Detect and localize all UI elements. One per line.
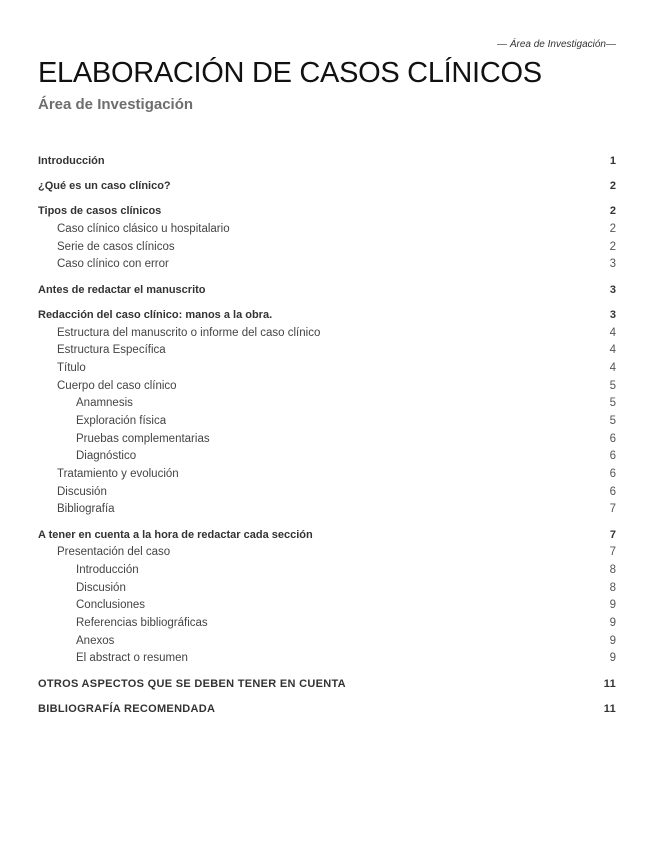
toc-entry-page-number: 3 <box>609 258 616 271</box>
running-header: — Área de Investigación— <box>497 39 616 50</box>
toc-entry-label: Discusión <box>57 485 107 498</box>
toc-entry-label: El abstract o resumen <box>76 652 188 665</box>
toc-entry-label: Caso clínico con error <box>57 258 169 271</box>
toc-entry-page-number: 4 <box>609 361 616 374</box>
toc-entry-page-number: 5 <box>609 397 616 410</box>
toc-entry-page-number: 9 <box>609 634 616 647</box>
toc-entry-page-number: 9 <box>609 599 616 612</box>
toc-entry[interactable] <box>38 325 616 343</box>
toc-entry-page-number: 3 <box>609 308 616 321</box>
toc-entry-page-number: 6 <box>609 432 616 445</box>
toc-entry-label: Estructura del manuscrito o informe del caso clínico <box>57 326 321 339</box>
toc-entry-label: Anexos <box>76 634 115 647</box>
toc-entry-label: Título <box>57 361 86 374</box>
toc-entry[interactable] <box>38 307 616 325</box>
toc-entry-label: ¿Qué es un caso clínico? <box>38 180 171 193</box>
toc-entry-page-number: 2 <box>609 223 616 236</box>
toc-entry-label: Anamnesis <box>76 397 133 410</box>
toc-entry-page-number: 4 <box>609 344 616 357</box>
toc-entry-page-number: 8 <box>609 563 616 576</box>
toc-entry[interactable] <box>38 239 616 257</box>
toc-entry-label: BIBLIOGRAFÍA RECOMENDADA <box>38 702 216 715</box>
toc-entry[interactable] <box>38 395 616 413</box>
toc-entry-label: Conclusiones <box>76 599 146 612</box>
toc-entry[interactable] <box>38 378 616 396</box>
toc-entry-label: Exploración física <box>76 414 167 427</box>
toc-entry[interactable] <box>38 562 616 580</box>
toc-entry-label: Redacción del caso clínico: manos a la obra. <box>38 308 273 321</box>
toc-entry[interactable] <box>38 448 616 466</box>
toc-entry[interactable] <box>38 633 616 651</box>
toc-entry-page-number: 1 <box>609 155 616 167</box>
toc-entry-page-number: 2 <box>609 205 616 218</box>
toc-entry-label: Bibliografía <box>57 503 115 516</box>
toc-entry-label: Tratamiento y evolución <box>57 468 179 480</box>
toc-entry-page-number: 5 <box>609 379 616 392</box>
toc-entry-label: Discusión <box>76 581 126 594</box>
toc-entry-label: Tipos de casos clínicos <box>38 205 162 218</box>
toc-entry-label: Caso clínico clásico u hospitalario <box>57 223 230 236</box>
toc-entry[interactable] <box>38 701 616 719</box>
toc-entry[interactable] <box>38 360 616 378</box>
toc-entry-page-number: 6 <box>609 485 616 498</box>
toc-entry[interactable] <box>38 615 616 633</box>
toc-entry[interactable] <box>38 203 616 221</box>
table-of-contents <box>38 153 616 718</box>
toc-entry[interactable] <box>38 342 616 360</box>
toc-entry-label: Estructura Específica <box>57 344 166 357</box>
toc-entry[interactable] <box>38 484 616 502</box>
toc-entry-page-number: 11 <box>603 677 616 690</box>
toc-entry-label: Serie de casos clínicos <box>57 240 175 253</box>
toc-entry-page-number: 7 <box>609 503 616 516</box>
toc-entry-page-number: 7 <box>609 546 616 559</box>
toc-entry[interactable] <box>38 650 616 668</box>
toc-entry-page-number: 9 <box>609 652 616 665</box>
toc-entry[interactable] <box>38 256 616 274</box>
toc-entry[interactable] <box>38 413 616 431</box>
toc-entry[interactable] <box>38 544 616 562</box>
toc-entry-label: Antes de redactar el manuscrito <box>38 283 206 296</box>
toc-entry-page-number: 9 <box>609 617 616 629</box>
toc-entry[interactable] <box>38 153 616 171</box>
toc-entry[interactable] <box>38 501 616 519</box>
toc-entry-label: Referencias bibliográficas <box>76 617 208 629</box>
toc-entry-page-number: 2 <box>609 180 616 193</box>
toc-entry[interactable] <box>38 431 616 449</box>
toc-entry-page-number: 6 <box>609 450 616 463</box>
toc-entry[interactable] <box>38 676 616 694</box>
toc-entry-label: Pruebas complementarias <box>76 432 210 445</box>
toc-entry-page-number: 11 <box>603 702 616 715</box>
toc-entry-page-number: 7 <box>609 528 616 541</box>
toc-entry-label: Introducción <box>38 155 105 167</box>
toc-entry[interactable] <box>38 597 616 615</box>
toc-entry[interactable] <box>38 221 616 239</box>
toc-entry-page-number: 2 <box>609 240 616 253</box>
toc-entry-label: Diagnóstico <box>76 450 137 463</box>
toc-entry[interactable] <box>38 466 616 484</box>
toc-entry[interactable] <box>38 178 616 196</box>
toc-entry-label: Introducción <box>76 563 139 576</box>
toc-entry[interactable] <box>38 282 616 300</box>
toc-entry-page-number: 3 <box>609 283 616 296</box>
toc-entry[interactable] <box>38 580 616 598</box>
document-subtitle: Área de Investigación <box>38 96 194 113</box>
toc-entry-label: OTROS ASPECTOS QUE SE DEBEN TENER EN CUENTA <box>38 677 346 690</box>
toc-entry-label: A tener en cuenta a la hora de redactar cada sección <box>38 528 313 541</box>
document-title: ELABORACIÓN DE CASOS CLÍNICOS <box>38 57 542 89</box>
toc-entry-page-number: 5 <box>609 414 616 427</box>
toc-entry-page-number: 6 <box>609 468 616 480</box>
toc-entry-label: Cuerpo del caso clínico <box>57 379 177 392</box>
toc-entry[interactable] <box>38 527 616 545</box>
toc-entry-label: Presentación del caso <box>57 546 171 559</box>
toc-entry-page-number: 8 <box>609 581 616 594</box>
toc-entry-page-number: 4 <box>609 326 616 339</box>
